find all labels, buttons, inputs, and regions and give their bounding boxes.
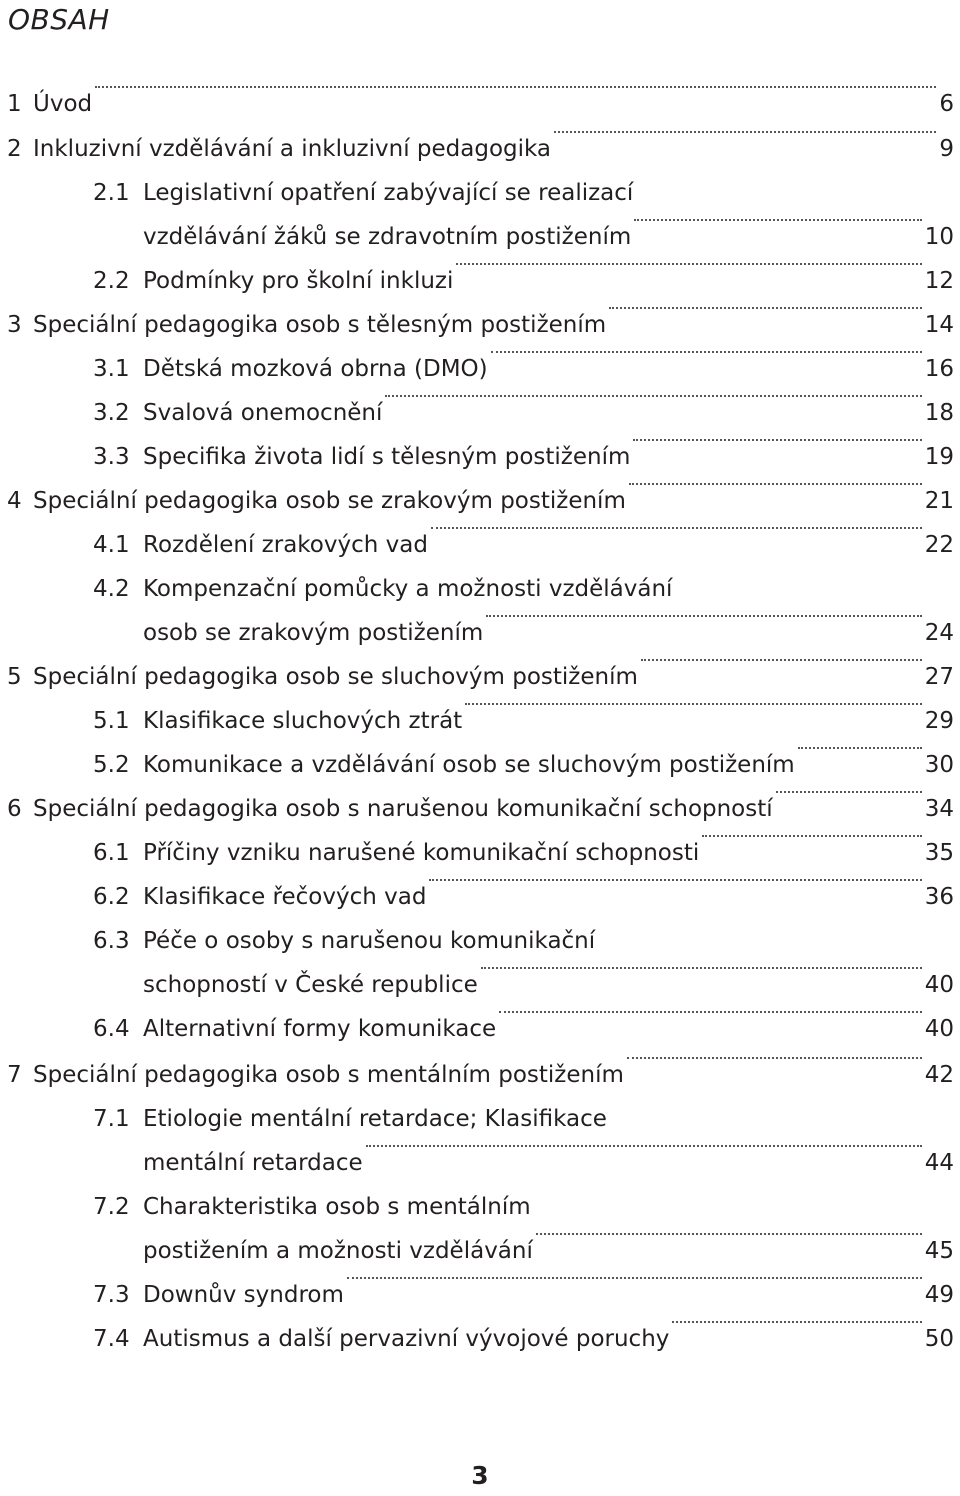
toc-entry-page: 36 (924, 884, 954, 910)
toc-entry-title: Speciální pedagogika osob s narušenou komunikační schopností (33, 796, 773, 822)
dot-leader (554, 129, 936, 133)
toc-entry-title: osob se zrakovým postižením (143, 620, 484, 646)
toc-entry-page: 30 (924, 752, 954, 778)
toc-entry[interactable] (0, 1231, 960, 1271)
toc-entry-title: Klasifikace sluchových ztrát (143, 708, 463, 734)
toc-entry[interactable] (0, 481, 960, 521)
toc-entry-title: Specifika života lidí s tělesným postižením (143, 444, 631, 470)
toc-entry-title: Downův syndrom (143, 1282, 344, 1308)
toc-entry-number: 4.1 (93, 532, 130, 558)
dot-leader (456, 261, 922, 265)
toc-entry-number: 3.1 (93, 356, 130, 382)
dot-leader (385, 393, 922, 397)
toc-entry[interactable] (0, 173, 960, 213)
toc-entry-number: 2.1 (93, 180, 130, 206)
dot-leader (95, 84, 936, 88)
toc-entry-title: Inkluzivní vzdělávání a inkluzivní pedagogika (33, 136, 552, 162)
toc-entry-number: 4.2 (93, 576, 130, 602)
toc-entry-title: Charakteristika osob s mentálním (143, 1194, 531, 1220)
dot-leader (672, 1319, 922, 1323)
dot-leader (347, 1275, 922, 1279)
toc-entry[interactable] (0, 217, 960, 257)
toc-entry-page: 12 (924, 268, 954, 294)
dot-leader (609, 305, 922, 309)
toc-entry-number: 4 (7, 488, 22, 514)
toc-entry-number: 5.1 (93, 708, 130, 734)
toc-entry-page: 44 (924, 1150, 954, 1176)
toc-entry-page: 22 (924, 532, 954, 558)
toc-entry-number: 1 (7, 91, 22, 117)
toc-entry-number: 6 (7, 796, 22, 822)
toc-entry[interactable] (0, 261, 960, 301)
toc-entry-page: 45 (924, 1238, 954, 1264)
toc-entry[interactable] (0, 1055, 960, 1095)
toc-entry-title: Speciální pedagogika osob se sluchovým postižením (33, 664, 638, 690)
toc-entry[interactable] (0, 84, 960, 124)
toc-entry-title: Úvod (33, 91, 93, 117)
toc-entry[interactable] (0, 569, 960, 609)
toc-entry[interactable] (0, 965, 960, 1005)
toc-entry[interactable] (0, 877, 960, 917)
toc-entry[interactable] (0, 349, 960, 389)
dot-leader (465, 701, 922, 705)
toc-entry-page: 21 (924, 488, 954, 514)
toc-entry-page: 19 (924, 444, 954, 470)
dot-leader (499, 1009, 922, 1013)
dot-leader (798, 745, 922, 749)
toc-entry-number: 6.3 (93, 928, 130, 954)
toc-entry-number: 5 (7, 664, 22, 690)
toc-entry-number: 7.1 (93, 1106, 130, 1132)
dot-leader (429, 877, 922, 881)
dot-leader (481, 965, 922, 969)
dot-leader (776, 789, 922, 793)
toc-entry-number: 5.2 (93, 752, 130, 778)
toc-entry-number: 3.2 (93, 400, 130, 426)
toc-entry[interactable] (0, 921, 960, 961)
toc-entry-page: 40 (924, 972, 954, 998)
toc-entry-page: 24 (924, 620, 954, 646)
toc-entry-number: 3.3 (93, 444, 130, 470)
toc-entry[interactable] (0, 525, 960, 565)
toc-entry-title: Svalová onemocnění (143, 400, 383, 426)
toc-entry[interactable] (0, 129, 960, 169)
toc-entry[interactable] (0, 1143, 960, 1183)
dot-leader (633, 437, 922, 441)
toc-entry[interactable] (0, 833, 960, 873)
toc-entry-number: 2.2 (93, 268, 130, 294)
toc-entry[interactable] (0, 305, 960, 345)
toc-entry-number: 7.2 (93, 1194, 130, 1220)
toc-entry-page: 34 (924, 796, 954, 822)
toc-entry-page: 18 (924, 400, 954, 426)
toc-entry[interactable] (0, 1275, 960, 1315)
toc-entry-page: 10 (924, 224, 954, 250)
dot-leader (629, 481, 922, 485)
toc-entry-title: vzdělávání žáků se zdravotním postižením (143, 224, 632, 250)
toc-entry-title: Alternativní formy komunikace (143, 1016, 497, 1042)
dot-leader (634, 217, 922, 221)
toc-entry-title: Speciální pedagogika osob se zrakovým postižením (33, 488, 626, 514)
toc-entry-page: 27 (924, 664, 954, 690)
toc-entry-number: 3 (7, 312, 22, 338)
toc-entry-title: Komunikace a vzdělávání osob se sluchovým postižením (143, 752, 795, 778)
toc-entry[interactable] (0, 393, 960, 433)
dot-leader (366, 1143, 922, 1147)
toc-entry-title: Rozdělení zrakových vad (143, 532, 428, 558)
toc-entry-number: 6.2 (93, 884, 130, 910)
toc-entry[interactable] (0, 1187, 960, 1227)
toc-entry[interactable] (0, 789, 960, 829)
toc-entry[interactable] (0, 437, 960, 477)
toc-entry-page: 42 (924, 1062, 954, 1088)
toc-entry[interactable] (0, 657, 960, 697)
toc-entry-page: 40 (924, 1016, 954, 1042)
dot-leader (486, 613, 922, 617)
toc-entry-number: 6.4 (93, 1016, 130, 1042)
toc-entry-title: Podmínky pro školní inkluzi (143, 268, 454, 294)
toc-entry[interactable] (0, 1319, 960, 1359)
page-number: 3 (471, 1461, 489, 1490)
toc-entry-title: Kompenzační pomůcky a možnosti vzdělávání (143, 576, 673, 602)
toc-entry-page: 35 (924, 840, 954, 866)
toc-entry-number: 6.1 (93, 840, 130, 866)
toc-entry[interactable] (0, 1099, 960, 1139)
toc-entry-page: 50 (924, 1326, 954, 1352)
toc-entry-number: 2 (7, 136, 22, 162)
toc-entry-title: postižením a možnosti vzdělávání (143, 1238, 533, 1264)
dot-leader (641, 657, 922, 661)
toc-entry-title: Dětská mozková obrna (DMO) (143, 356, 488, 382)
toc-entry-title: schopností v České republice (143, 972, 478, 998)
toc-entry-title: Autismus a další pervazivní vývojové poruchy (143, 1326, 670, 1352)
toc-entry-title: mentální retardace (143, 1150, 363, 1176)
dot-leader (491, 349, 922, 353)
toc-entry[interactable] (0, 701, 960, 741)
toc-entry-number: 7 (7, 1062, 22, 1088)
toc-entry[interactable] (0, 1009, 960, 1049)
toc-entry[interactable] (0, 613, 960, 653)
dot-leader (627, 1055, 922, 1059)
toc-entry-title: Klasifikace řečových vad (143, 884, 427, 910)
toc-entry-number: 7.3 (93, 1282, 130, 1308)
toc-entry-title: Speciální pedagogika osob s mentálním postižením (33, 1062, 624, 1088)
toc-entry-page: 14 (924, 312, 954, 338)
toc-entry-page: 29 (924, 708, 954, 734)
toc-entry-title: Etiologie mentální retardace; Klasifikace (143, 1106, 607, 1132)
toc-entry-number: 7.4 (93, 1326, 130, 1352)
page-heading: OBSAH (8, 3, 110, 36)
dot-leader (431, 525, 922, 529)
dot-leader (536, 1231, 922, 1235)
toc-entry-title: Legislativní opatření zabývající se realizací (143, 180, 634, 206)
toc-entry[interactable] (0, 745, 960, 785)
toc-entry-title: Speciální pedagogika osob s tělesným postižením (33, 312, 607, 338)
toc-entry-title: Příčiny vzniku narušené komunikační schopnosti (143, 840, 700, 866)
toc-entry-page: 6 (939, 91, 954, 117)
toc-entry-title: Péče o osoby s narušenou komunikační (143, 928, 596, 954)
dot-leader (702, 833, 922, 837)
toc-entry-page: 9 (939, 136, 954, 162)
toc-entry-page: 49 (924, 1282, 954, 1308)
toc-entry-page: 16 (924, 356, 954, 382)
